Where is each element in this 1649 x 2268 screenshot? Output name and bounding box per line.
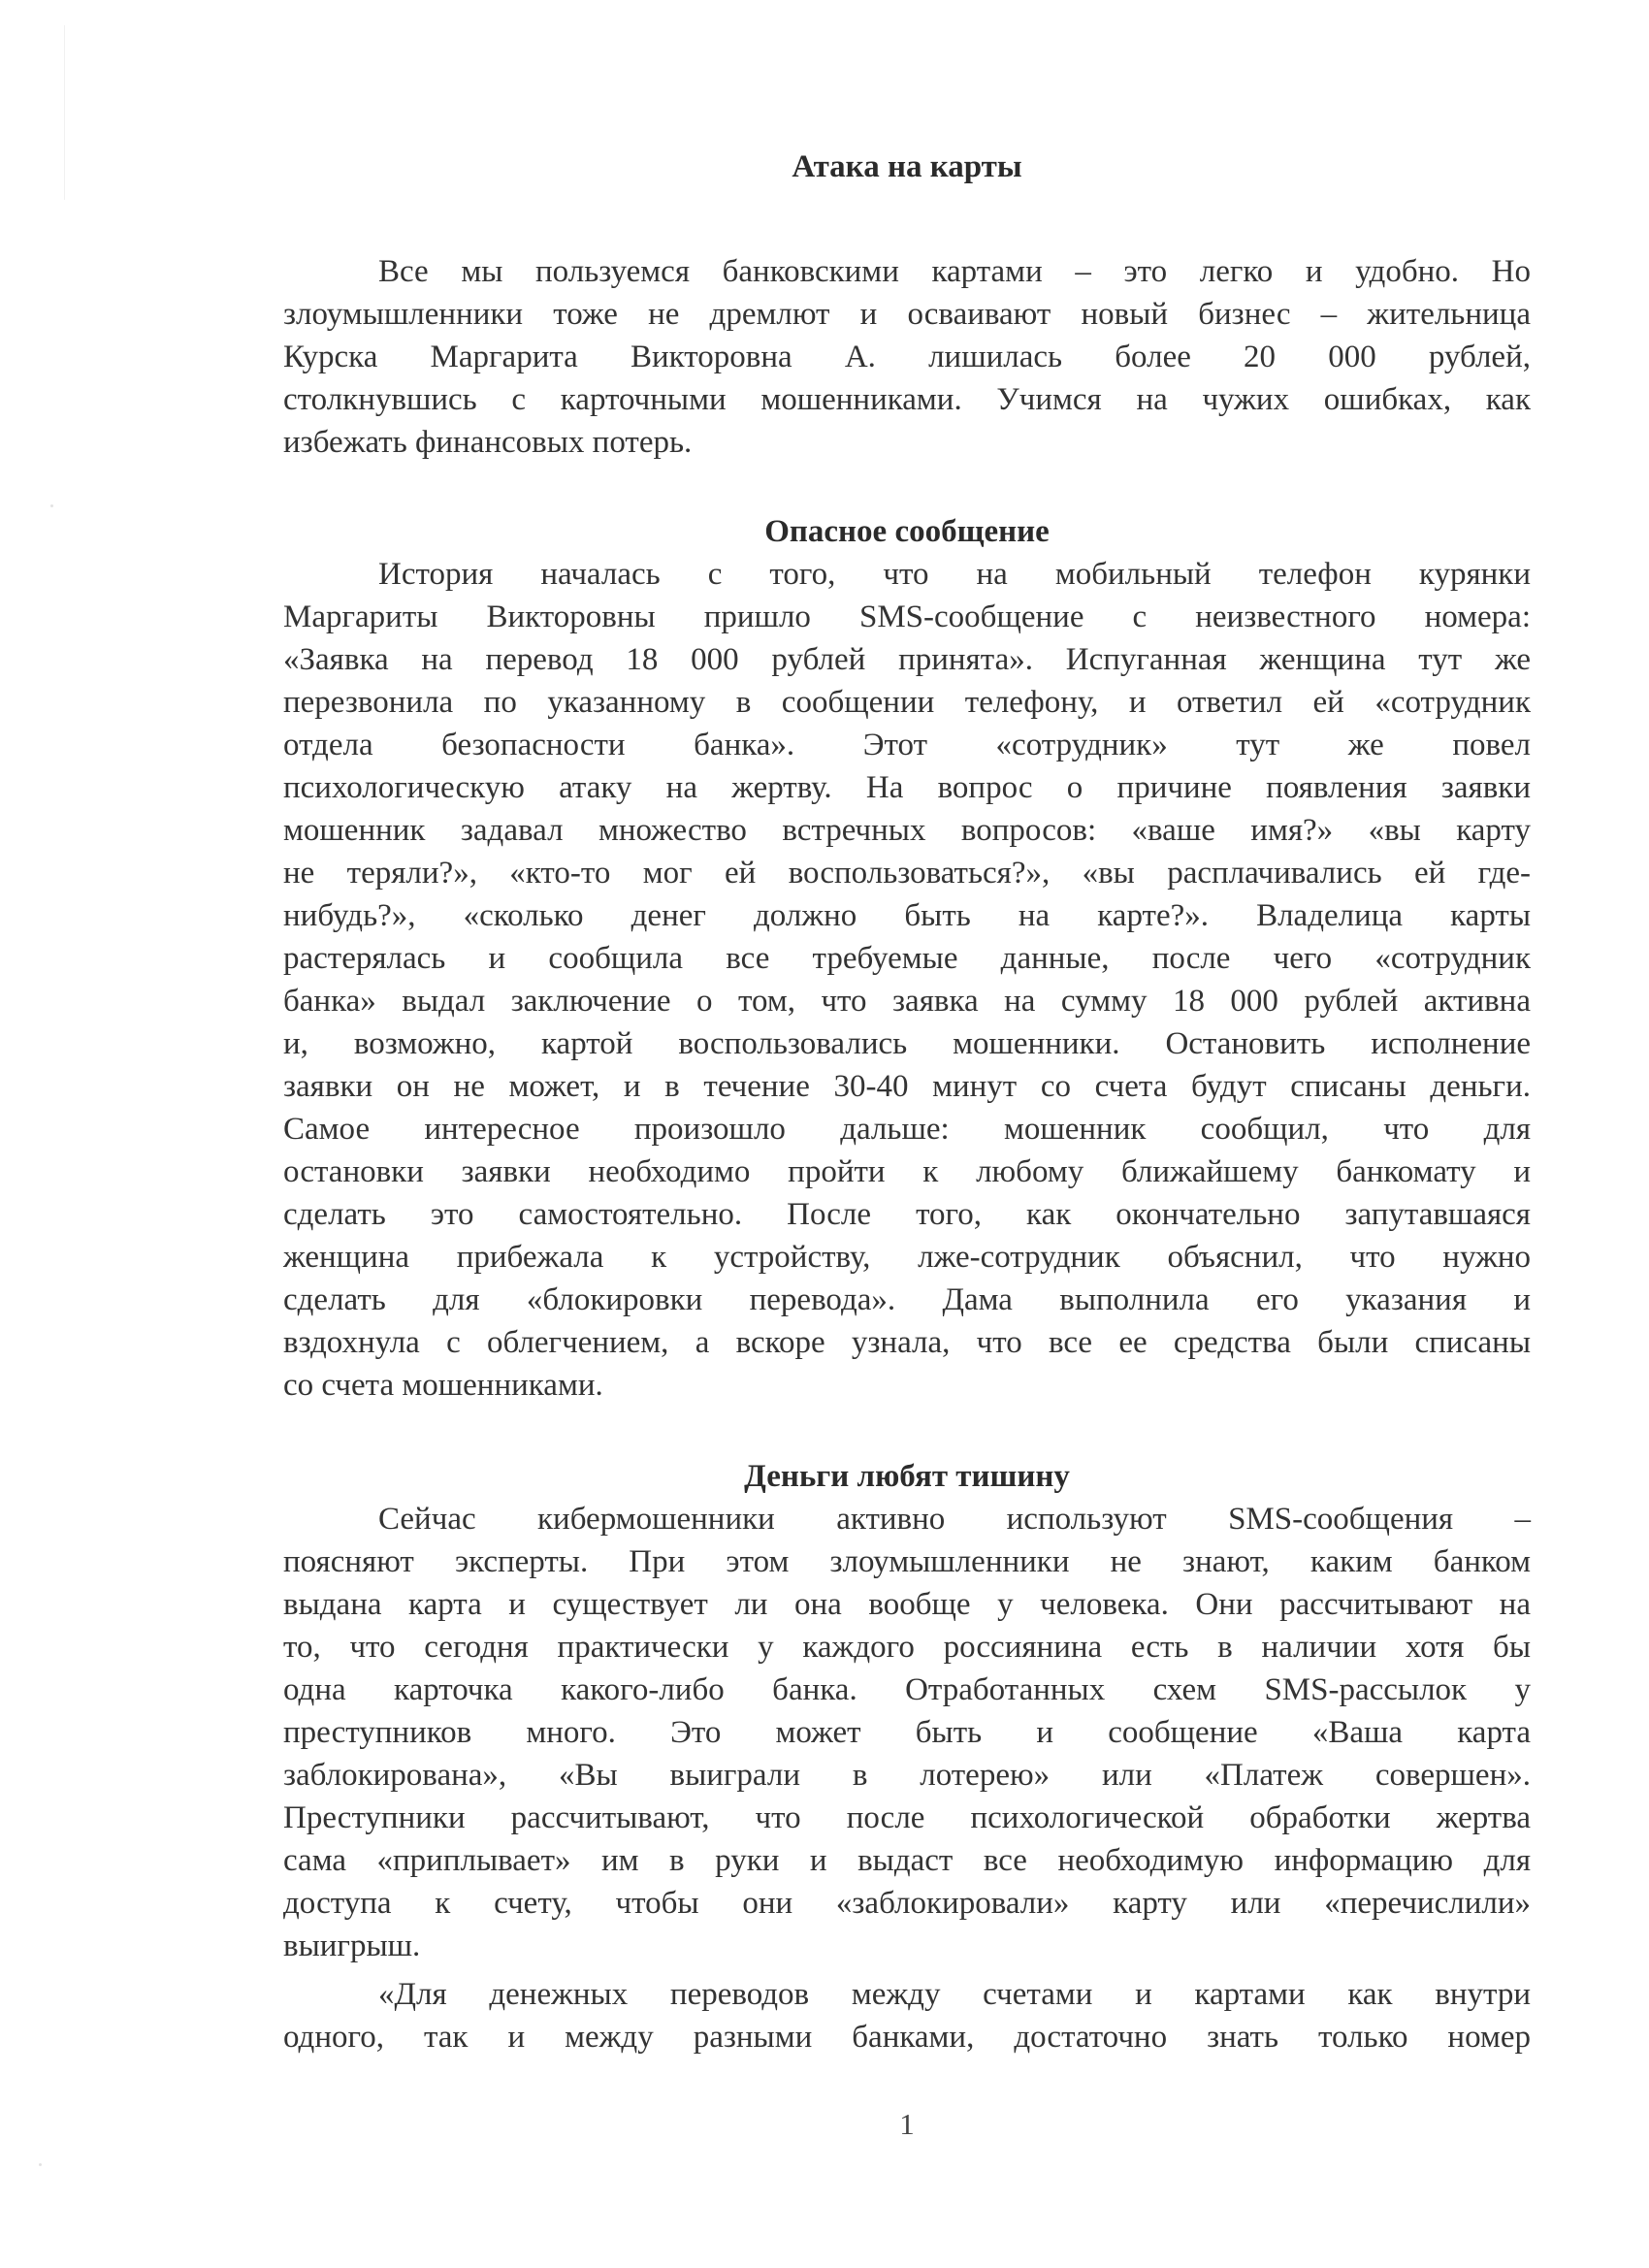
paragraph-line: поясняют эксперты. При этом злоумышленники не знают, каким банком (283, 1544, 1531, 1579)
paragraph-line: банка» выдал заключение о том, что заявка на сумму 18 000 рублей активна (283, 984, 1531, 1019)
paragraph-line: Все мы пользуемся банковскими картами – это легко и удобно. Но (378, 254, 1531, 289)
paragraph-line: психологическую атаку на жертву. На вопрос о причине появления заявки (283, 770, 1531, 805)
scan-artifact (39, 2163, 42, 2166)
paragraph-line: нибудь?», «сколько денег должно быть на карте?». Владелица карты (283, 898, 1531, 933)
paragraph-line: сделать это самостоятельно. После того, как окончательно запутавшаяся (283, 1197, 1531, 1232)
paragraph-line: Маргариты Викторовны пришло SMS-сообщение с неизвестного номера: (283, 599, 1531, 634)
document-title: Атака на карты (792, 149, 1022, 184)
paragraph-line: Курска Маргарита Викторовна А. лишилась более 20 000 рублей, (283, 340, 1531, 374)
paragraph-line: «Для денежных переводов между счетами и картами как внутри (378, 1977, 1531, 2012)
paragraph-line: выигрыш. (283, 1928, 421, 1963)
paragraph-line: перезвонила по указанному в сообщении телефону, и ответил ей «сотрудник (283, 685, 1531, 720)
paragraph-line: остановки заявки необходимо пройти к любому ближайшему банкомату и (283, 1154, 1531, 1189)
paragraph-line: не теряли?», «кто-то мог ей воспользоваться?», «вы расплачивались ей где- (283, 856, 1531, 891)
paragraph-line: злоумышленники тоже не дремлют и осваивают новый бизнес – жительница (283, 297, 1531, 332)
paragraph-line: Самое интересное произошло дальше: мошенник сообщил, что для (283, 1112, 1531, 1147)
paragraph-line: преступников много. Это может быть и сообщение «Ваша карта (283, 1715, 1531, 1750)
paragraph-line: столкнувшись с карточными мошенниками. Учимся на чужих ошибках, как (283, 382, 1531, 417)
paragraph-line: избежать финансовых потерь. (283, 425, 693, 460)
paragraph-line: и, возможно, картой воспользовались мошенники. Остановить исполнение (283, 1026, 1531, 1061)
paragraph-line: Сейчас кибермошенники активно используют SMS-сообщения – (378, 1502, 1531, 1537)
paragraph-line: Преступники рассчитывают, что после психологической обработки жертва (283, 1800, 1531, 1835)
paragraph-line: История началась с того, что на мобильный телефон курянки (378, 557, 1531, 592)
scan-artifact (50, 504, 53, 507)
paragraph-line: мошенник задавал множество встречных вопросов: «ваше имя?» «вы карту (283, 813, 1531, 848)
paragraph-line: сделать для «блокировки перевода». Дама выполнила его указания и (283, 1282, 1531, 1317)
paragraph-line: растерялась и сообщила все требуемые данные, после чего «сотрудник (283, 941, 1531, 976)
paragraph-line: сама «приплывает» им в руки и выдаст все необходимую информацию для (283, 1843, 1531, 1878)
paragraph-line: женщина прибежала к устройству, лже-сотрудник объяснил, что нужно (283, 1240, 1531, 1275)
paragraph-line: одна карточка какого-либо банка. Отработанных схем SMS-рассылок у (283, 1672, 1531, 1707)
paragraph-line: то, что сегодня практически у каждого россиянина есть в наличии хотя бы (283, 1630, 1531, 1665)
paragraph-line: заблокирована», «Вы выиграли в лотерею» или «Платеж совершен». (283, 1758, 1531, 1793)
paragraph-line: одного, так и между разными банками, достаточно знать только номер (283, 2020, 1531, 2055)
paragraph-line: «Заявка на перевод 18 000 рублей принята». Испуганная женщина тут же (283, 642, 1531, 677)
paragraph-line: выдана карта и существует ли она вообще у человека. Они рассчитывают на (283, 1587, 1531, 1622)
paragraph-line: отдела безопасности банка». Этот «сотрудник» тут же повел (283, 728, 1531, 762)
scan-artifact (64, 25, 65, 200)
paragraph-line: доступа к счету, чтобы они «заблокировали» карту или «перечислили» (283, 1886, 1531, 1921)
paragraph-line: вздохнула с облегчением, а вскоре узнала, что все ее средства были списаны (283, 1325, 1531, 1360)
section-heading: Деньги любят тишину (744, 1459, 1070, 1494)
paragraph-line: заявки он не может, и в течение 30-40 минут со счета будут списаны деньги. (283, 1069, 1531, 1104)
paragraph-line: со счета мошенниками. (283, 1368, 603, 1403)
section-heading: Опасное сообщение (764, 514, 1050, 549)
page-number: 1 (899, 2107, 915, 2141)
